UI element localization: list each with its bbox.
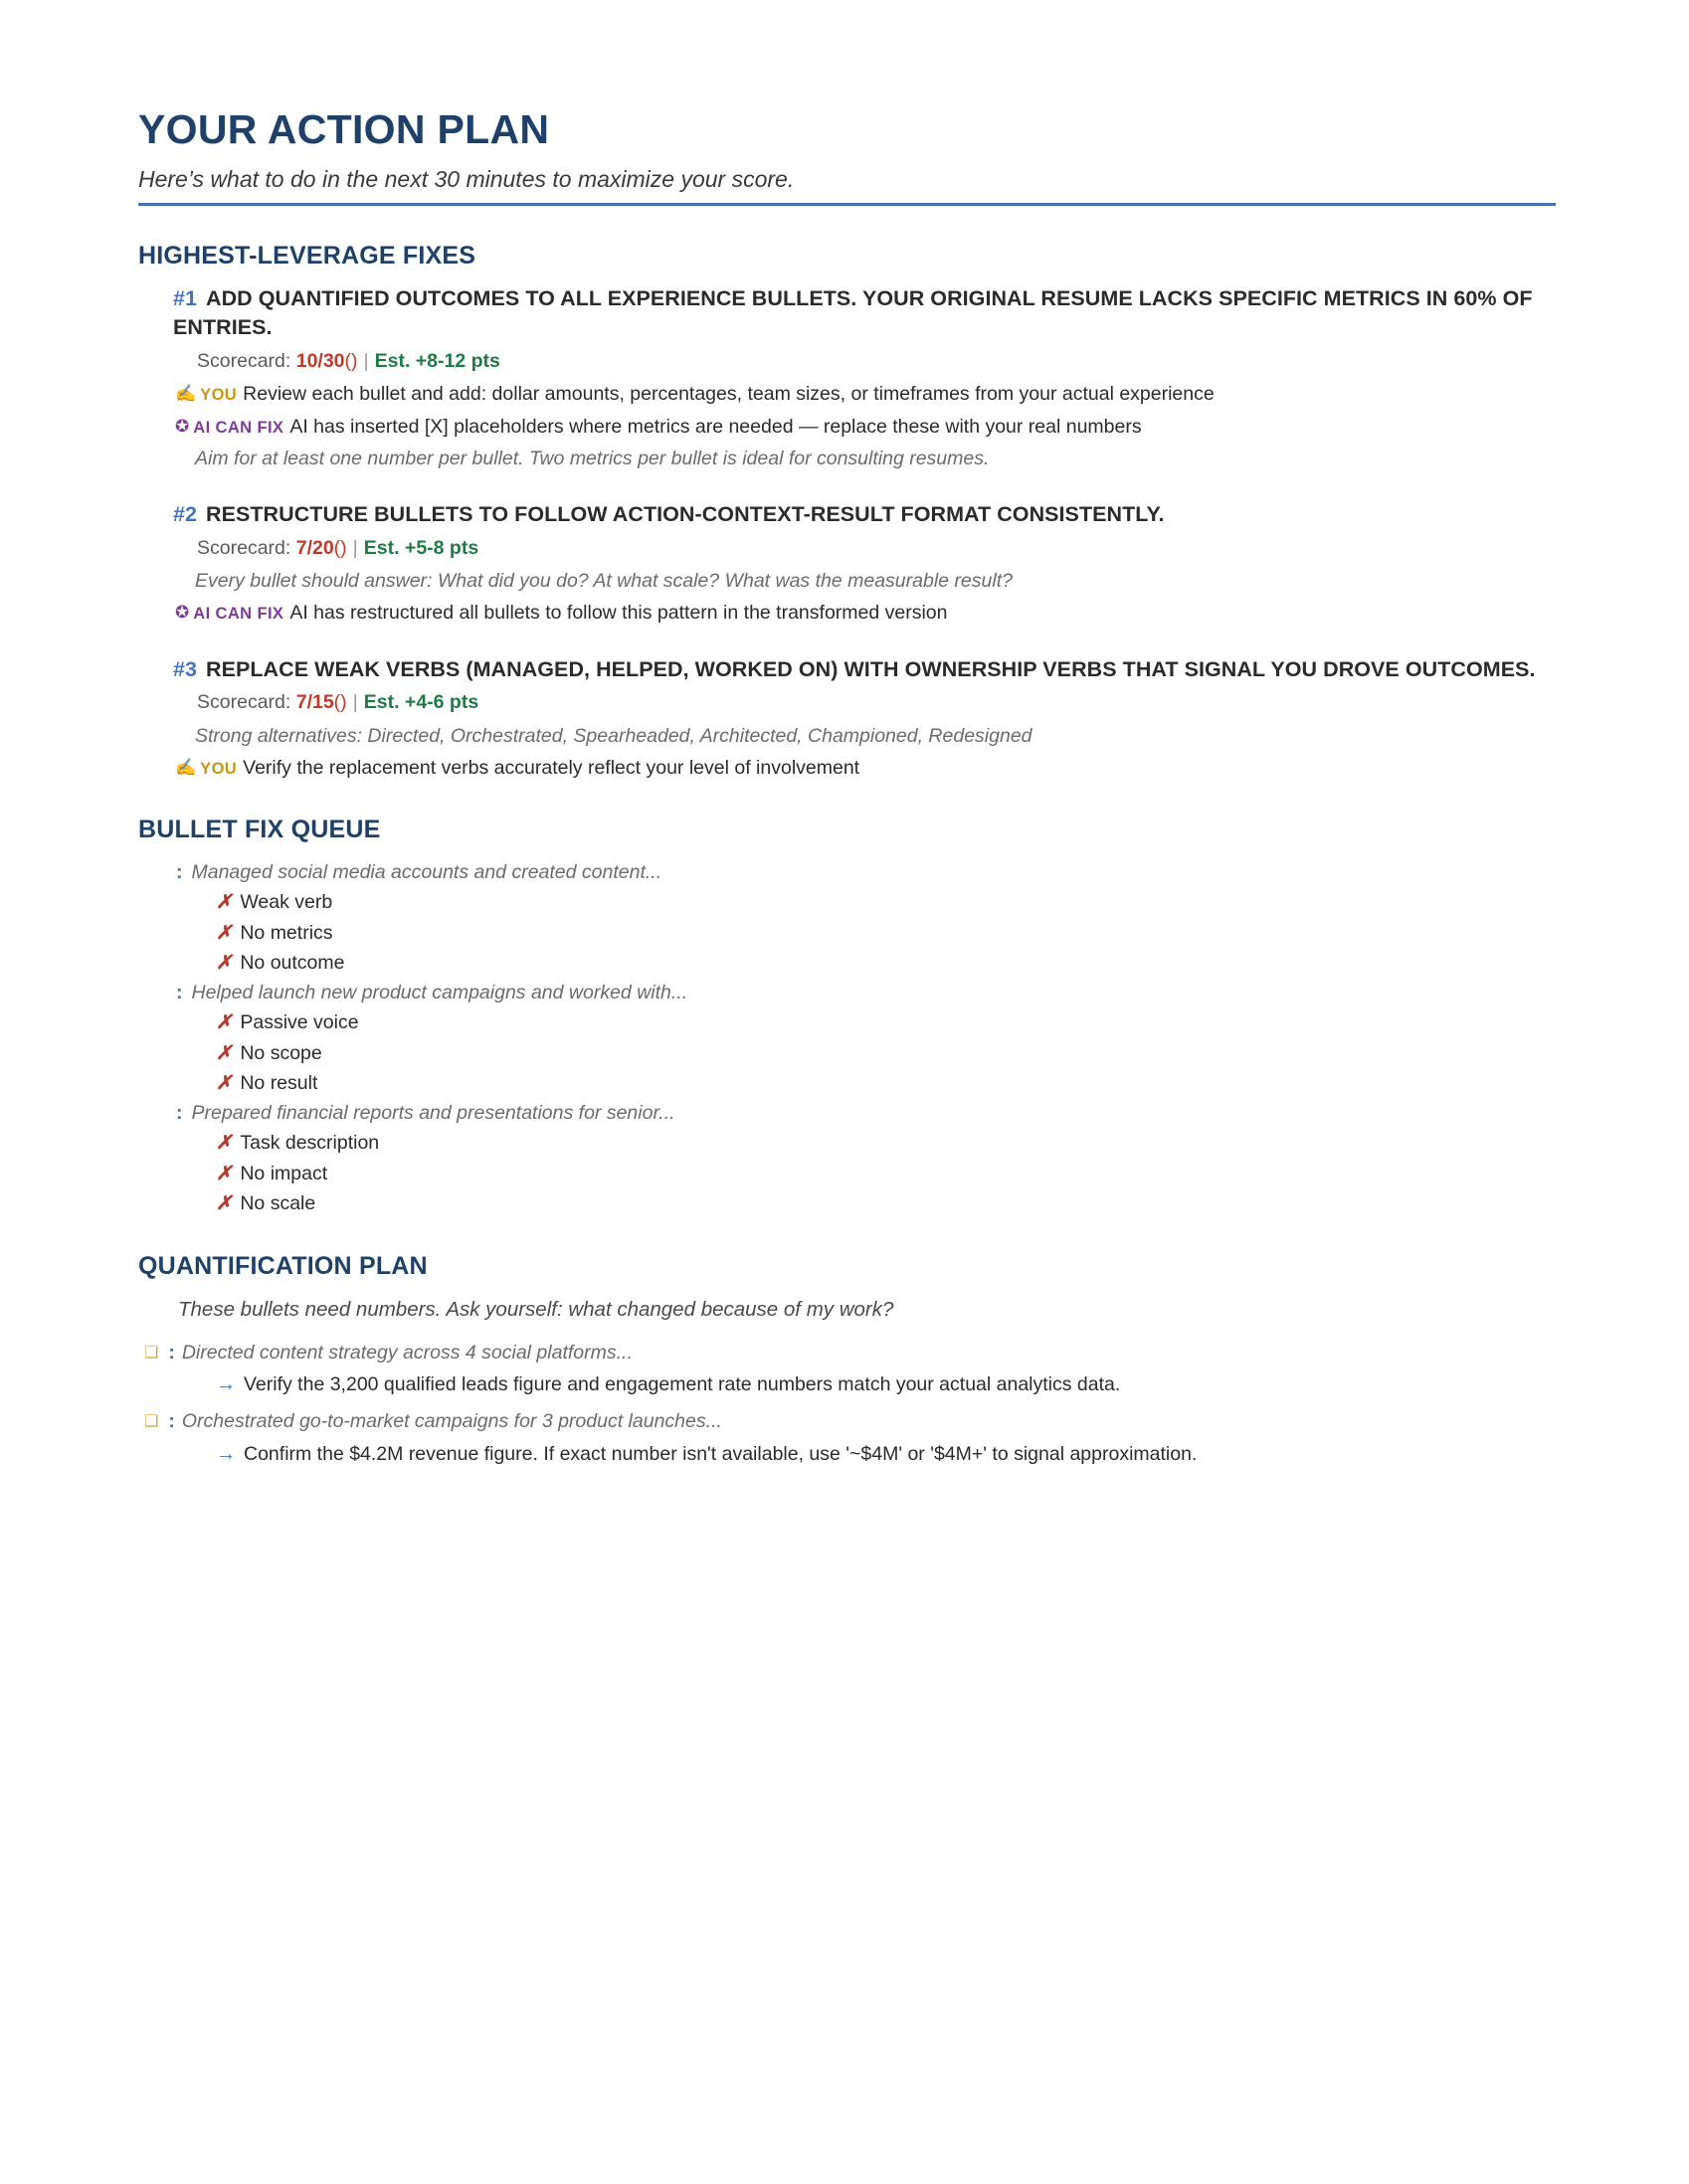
cross-icon: ✗ (216, 1011, 233, 1034)
scorecard-separator: | (363, 349, 369, 372)
queue-issue-text: No outcome (240, 951, 345, 974)
queue-bullet-text: Prepared financial reports and presentations for senior... (191, 1102, 675, 1125)
queue-issue-text: No metrics (240, 921, 333, 944)
scorecard-label: Scorecard: (197, 349, 291, 372)
bullet-colon-icon: : (176, 1102, 183, 1125)
quantification-bullet-text: Directed content strategy across 4 social platforms... (181, 1341, 633, 1364)
fix-rank: #1 (173, 285, 198, 310)
fix-item-heading (173, 500, 1558, 530)
cross-icon: ✗ (216, 951, 233, 974)
scorecard-line (173, 348, 1558, 375)
ai-action-text: AI has inserted [X] placeholders where metrics are needed — replace these with your real numbers (289, 415, 1142, 438)
queue-issue (138, 1039, 1558, 1068)
fix-item-heading (173, 284, 1558, 343)
section-heading-bullet-fix-queue: BULLET FIX QUEUE (138, 816, 381, 844)
gear-icon: ✪ (175, 416, 190, 436)
scorecard-separator: | (352, 536, 358, 559)
fix-rank: #3 (173, 656, 198, 681)
page-subtitle: Here’s what to do in the next 30 minutes to maximize your score. (138, 165, 795, 192)
cross-icon: ✗ (216, 1162, 233, 1184)
scorecard-label: Scorecard: (197, 536, 291, 559)
cross-icon: ✗ (216, 1071, 233, 1094)
scorecard-label: Scorecard: (197, 691, 291, 714)
pencil-write-icon: ✍ (175, 757, 197, 777)
queue-issue (138, 919, 1558, 948)
queue-bullet (138, 858, 1558, 887)
cross-icon: ✗ (216, 921, 233, 944)
bullet-colon-icon: : (176, 861, 183, 884)
queue-issue (138, 1129, 1558, 1158)
queue-issue (138, 1189, 1558, 1218)
ai-can-fix-badge: AI CAN FIX (193, 418, 284, 437)
gear-icon: ✪ (175, 603, 190, 623)
scorecard-line (173, 535, 1558, 562)
section-bullet-fix-queue (138, 816, 1558, 1218)
you-badge: YOU (200, 386, 238, 405)
scorecard-estimate: Est. +4-6 pts (363, 691, 479, 714)
quantification-bullet-text: Orchestrated go-to-market campaigns for 3 product launches... (181, 1410, 722, 1433)
scorecard-paren: () (333, 536, 347, 559)
queue-bullet-text: Helped launch new product campaigns and worked with... (191, 982, 688, 1004)
fix-title: ADD QUANTIFIED OUTCOMES TO ALL EXPERIENCE BULLETS. YOUR ORIGINAL RESUME LACKS SPECIFIC METRICS IN 60% OF ENTRIES. (173, 285, 1533, 340)
section-heading-quantification-plan: QUANTIFICATION PLAN (138, 1252, 428, 1281)
queue-issue (138, 1069, 1558, 1098)
fix-note: Every bullet should answer: What did you do? At what scale? What was the measurable result? (195, 570, 1013, 593)
cross-icon: ✗ (216, 1191, 233, 1214)
quantification-action (138, 1369, 1558, 1399)
queue-issue-text: Weak verb (240, 891, 333, 914)
scorecard-score: 10/30 (295, 349, 345, 372)
fix-rank: #2 (173, 502, 198, 527)
quantification-intro: These bullets need numbers. Ask yourself: what changed because of my work? (178, 1298, 894, 1322)
section-highest-leverage-fixes (138, 242, 1558, 782)
you-action-text: Verify the replacement verbs accurately reflect your level of involvement (243, 756, 860, 779)
you-badge: YOU (200, 759, 238, 778)
arrow-right-icon: → (216, 1442, 236, 1465)
ai-can-fix-badge: AI CAN FIX (193, 605, 284, 624)
quantification-bullet (138, 1339, 1558, 1367)
quantification-bullet (138, 1407, 1558, 1436)
fix-note: Strong alternatives: Directed, Orchestrated, Spearheaded, Architected, Championed, Redesigned (195, 724, 1032, 747)
queue-issue (138, 1160, 1558, 1188)
queue-group (138, 979, 1558, 1098)
pencil-write-icon: ✍ (175, 384, 197, 404)
ai-action-line (173, 413, 1558, 441)
queue-group (138, 1099, 1558, 1218)
queue-issue-text: Task description (240, 1132, 380, 1155)
ai-action-text: AI has restructured all bullets to follow this pattern in the transformed version (289, 602, 948, 625)
you-action-line (173, 380, 1558, 408)
fix-note: Aim for at least one number per bullet. Two metrics per bullet is ideal for consulting resumes. (195, 447, 990, 469)
fix-title: RESTRUCTURE BULLETS TO FOLLOW ACTION-CONTEXT-RESULT FORMAT CONSISTENTLY. (206, 502, 1165, 527)
scorecard-paren: () (333, 691, 347, 714)
scorecard-separator: | (352, 691, 358, 714)
section-heading-highest-leverage-fixes: HIGHEST-LEVERAGE FIXES (138, 241, 476, 270)
quantification-action-text: Confirm the $4.2M revenue figure. If exact number isn't available, use '~$4M' or '$4M+' to signal approximation. (244, 1442, 1198, 1465)
bullet-colon-icon: : (168, 1410, 175, 1433)
queue-issue (138, 888, 1558, 917)
bullet-colon-icon: : (168, 1341, 175, 1364)
fix-item (138, 500, 1558, 627)
cross-icon: ✗ (216, 1041, 233, 1064)
bullet-colon-icon: : (176, 982, 183, 1004)
you-action-text: Review each bullet and add: dollar amounts, percentages, team sizes, or timeframes from your actual experience (243, 383, 1215, 406)
queue-issue (138, 1008, 1558, 1037)
quantification-action-text: Verify the 3,200 qualified leads figure and engagement rate numbers match your actual analytics data. (244, 1373, 1121, 1395)
queue-issue-text: Passive voice (240, 1011, 359, 1034)
queue-issue-text: No scale (240, 1191, 316, 1214)
scorecard-line (173, 689, 1558, 716)
scorecard-paren: () (344, 349, 358, 372)
checkbox-icon[interactable]: ❑ (144, 1344, 159, 1362)
checkbox-icon[interactable]: ❑ (144, 1413, 159, 1431)
queue-bullet (138, 1099, 1558, 1128)
scorecard-estimate: Est. +5-8 pts (363, 536, 479, 559)
cross-icon: ✗ (216, 891, 233, 914)
fix-title: REPLACE WEAK VERBS (MANAGED, HELPED, WORKED ON) WITH OWNERSHIP VERBS THAT SIGNAL YOU DROVE OUTCOMES. (206, 656, 1536, 681)
scorecard-estimate: Est. +8-12 pts (374, 349, 500, 372)
ai-action-line (173, 599, 1558, 627)
scorecard-score: 7/15 (295, 691, 334, 714)
title-divider (138, 203, 1556, 206)
cross-icon: ✗ (216, 1132, 233, 1155)
quantification-action (138, 1439, 1558, 1469)
page-title: YOUR ACTION PLAN (138, 106, 550, 152)
queue-group (138, 858, 1558, 978)
arrow-right-icon: → (216, 1373, 236, 1395)
queue-bullet-text: Managed social media accounts and created content... (191, 861, 662, 884)
queue-issue (138, 949, 1558, 978)
queue-issue-text: No impact (240, 1162, 328, 1184)
queue-bullet (138, 979, 1558, 1007)
queue-issue-text: No scope (240, 1041, 322, 1064)
queue-issue-text: No result (240, 1071, 318, 1094)
you-action-line (173, 754, 1558, 782)
section-quantification-plan (138, 1252, 1558, 1469)
fix-item (138, 655, 1558, 782)
fix-item-heading (173, 655, 1558, 685)
scorecard-score: 7/20 (295, 536, 334, 559)
fix-item (138, 284, 1558, 472)
